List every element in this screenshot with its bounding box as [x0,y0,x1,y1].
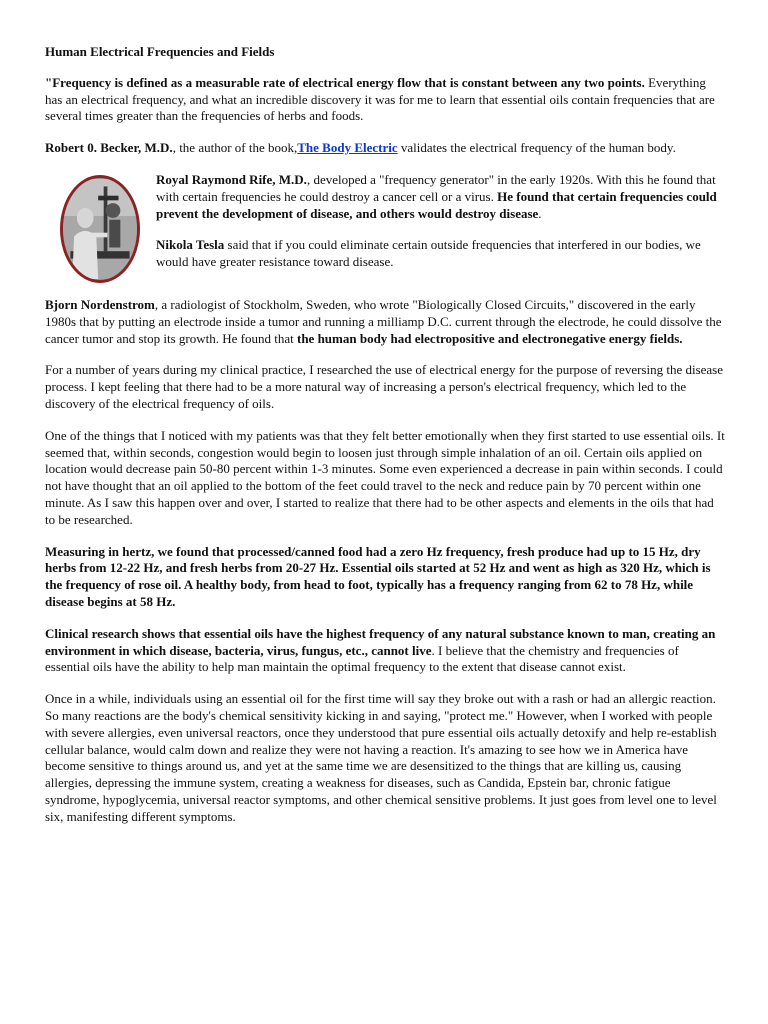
paragraph-hertz-measurements [45,544,725,611]
document-title: Human Electrical Frequencies and Fields [45,44,275,59]
rife-portrait-image [60,175,140,283]
rife-text-column [156,172,725,271]
rife-name: Royal Raymond Rife, M.D. [156,171,307,187]
rife-text: , developed a "frequency generator" in the early 1920s. With this he found that with certain frequencies he could destroy a cancer cell or a virus. [156,171,716,204]
clinical-research-text: . I believe that the chemistry and frequencies of essential oils have the ability to help man maintain the optimal frequency to the extent that disease cannot exist. [45,642,679,675]
hertz-measurements-bold: Measuring in hertz, we found that processed/canned food had a zero Hz frequency, fresh produce had up to 15 Hz, dry herbs from 12-22 Hz, and fresh herbs from 20-27 Hz. Essential oils started at 52 Hz and went as high as 320 Hz, which is the frequency of rose oil. A healthy body, from head to foot, typically has a frequency ranging from 62 to 78 Hz, while disease begins at 58 Hz. [45,543,711,609]
paragraph-tesla [156,237,725,271]
frequency-definition-bold: "Frequency is defined as a measurable rate of electrical energy flow that is constant between any two points. [45,74,645,90]
paragraph-clinical-practice: For a number of years during my clinical practice, I researched the use of electrical energy for the purpose of reversing the disease process. I kept feeling that there had to be a more natural way of increasing a person's electrical frequency, which led to the discovery of the electrical frequency of oils. [45,362,724,411]
paragraph-frequency-definition [45,75,725,125]
rife-section [45,172,725,283]
rife-end: . [538,205,542,221]
tesla-name: Nikola Tesla [156,237,225,253]
nordenstrom-text: , a radiologist of Stockholm, Sweden, who wrote "Biologically Closed Circuits," discovered in the early 1980s that by putting an electrode inside a tumor and running a milliamp D.C. current through the electrode, he could dissolve the cancer tumor and stop its growth. He found that [45,296,722,346]
rife-bold-text: He found that certain frequencies could prevent the development of disease, and others would destroy disease [156,188,717,221]
becker-text-1: , the author of the book, [172,140,298,156]
paragraph-becker [45,140,725,157]
nordenstrom-bold-text: the human body had electropositive and electronegative energy fields. [297,330,683,346]
document-page [45,44,725,841]
clinical-research-bold: Clinical research shows that essential oils have the highest frequency of any natural substance known to man, creating an environment in which disease, bacteria, virus, fungus, etc., cannot live [45,625,716,658]
paragraph-allergic-reactions: Once in a while, individuals using an essential oil for the first time will say they broke out with a rash or had an allergic reaction. So many reactions are the body's chemical sensitivity kicking in and saying, "protect me." However, when I worked with people with severe allergies, even universal reactors, once they understood that pure essential oils actually detoxify and help re-establish cellular balance, would calm down and realize they were not having a reaction. It's amazing to see how we in America have become sensitive to things around us, and yet at the same time we are desensitized to the things that are killing us, causing allergies, depressing the immune system, creating a weakness for diseases, such as Candida, Epstein bar, chronic fatigue syndrome, hypoglycemia, universal reactor symptoms, and other chemical sensitive problems. It just goes from level one to level six, manifesting different symptoms. [45,691,717,824]
paragraph-rife [156,172,725,222]
paragraph-nordenstrom [45,297,725,347]
tesla-text: said that if you could eliminate certain outside frequencies that interfered in our bodies, we would have greater resistance toward disease. [156,237,701,270]
paragraph-patients: One of the things that I noticed with my patients was that they felt better emotionally when they first started to use essential oils. It seemed that, within seconds, congestion would begin to loosen just through simple inhalation of an oil. Certain oils applied on location would decrease pain 50-80 percent within 1-3 minutes. Some even experienced a decrease in pain within seconds. I could not have thought that an oil applied to the bottom of the feet could travel to the neck and reduce pain by 70 percent within one minute. As I saw this happen over and over, I started to realize that there had to be other aspects and elements in the oils that had to be researched. [45,427,725,527]
body-electric-link[interactable]: The Body Electric [297,140,398,156]
becker-text-2: validates the electrical frequency of the human body. [397,140,676,156]
paragraph-clinical-research [45,626,725,676]
nordenstrom-name: Bjorn Nordenstrom [45,296,155,312]
frequency-definition-text: Everything has an electrical frequency, and what an incredible discovery it was for me to learn that essential oils contain frequencies that are several times greater than the frequencies of herbs and foods. [45,74,715,124]
becker-name: Robert 0. Becker, M.D. [45,140,173,156]
